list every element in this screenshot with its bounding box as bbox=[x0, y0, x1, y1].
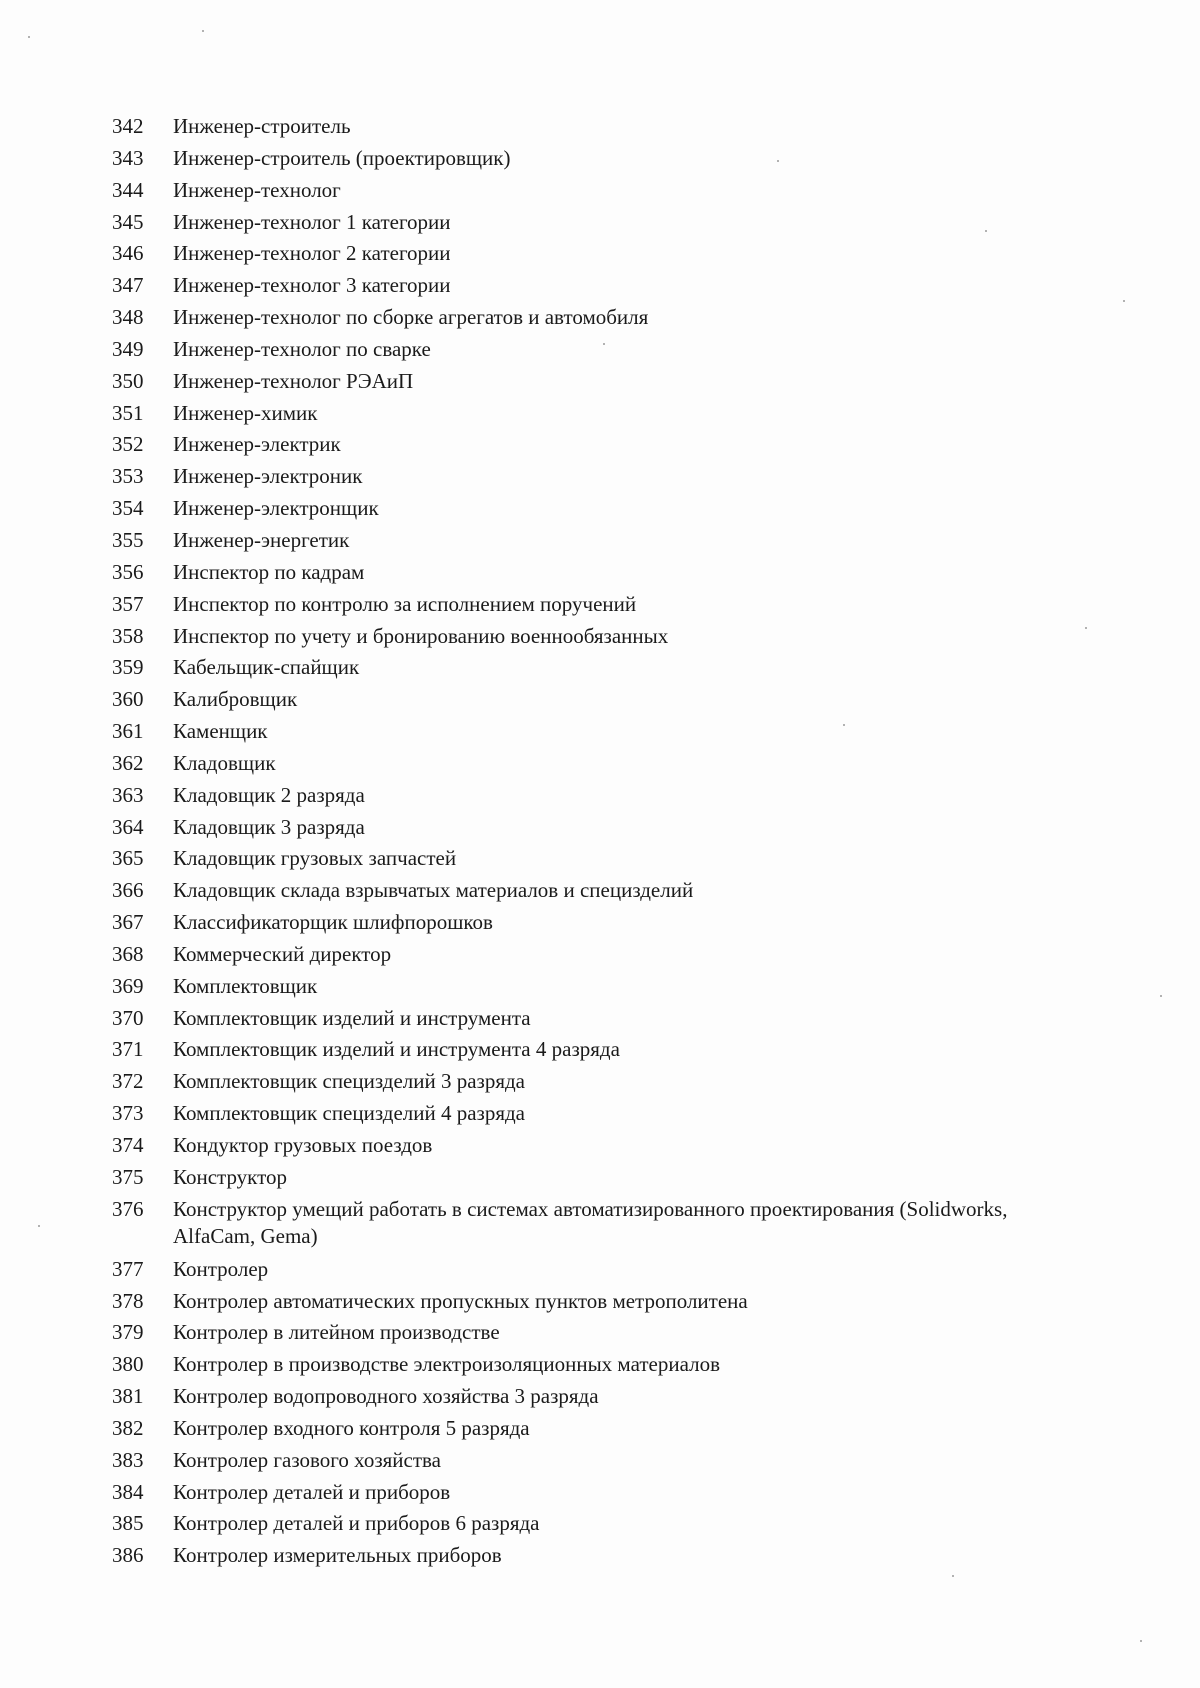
list-item bbox=[112, 209, 1112, 236]
list-item bbox=[112, 1447, 1112, 1474]
list-item bbox=[112, 877, 1112, 904]
entry-number: 356 bbox=[112, 559, 144, 584]
list-item bbox=[112, 1288, 1112, 1315]
entry-number: 344 bbox=[112, 177, 144, 202]
entry-text: Контролер в производстве электроизоляционных материалов bbox=[173, 1352, 720, 1377]
scan-speck bbox=[843, 724, 845, 726]
list-item bbox=[112, 1164, 1112, 1191]
entry-text: Инспектор по контролю за исполнением поручений bbox=[173, 591, 637, 616]
entry-number: 384 bbox=[112, 1479, 144, 1504]
entry-number: 381 bbox=[112, 1384, 144, 1409]
list-item bbox=[112, 1256, 1112, 1283]
entry-number: 383 bbox=[112, 1447, 144, 1472]
entry-number: 345 bbox=[112, 209, 144, 234]
entry-text: Коммерческий директор bbox=[173, 941, 392, 966]
entry-number: 349 bbox=[112, 336, 144, 361]
entry-number: 382 bbox=[112, 1415, 144, 1440]
list-item bbox=[112, 1415, 1112, 1442]
entry-text: Инженер-строитель (проектировщик) bbox=[173, 145, 511, 170]
list-item bbox=[112, 240, 1112, 267]
entry-number: 359 bbox=[112, 655, 144, 680]
list-item bbox=[112, 654, 1112, 681]
list-item bbox=[112, 1068, 1112, 1095]
list-item bbox=[112, 368, 1112, 395]
scan-speck bbox=[777, 160, 779, 162]
entry-text: Контролер водопроводного хозяйства 3 разряда bbox=[173, 1384, 599, 1409]
entry-number: 346 bbox=[112, 241, 144, 266]
entry-text: Инженер-электроник bbox=[173, 464, 363, 489]
list-item bbox=[112, 814, 1112, 841]
entry-number: 363 bbox=[112, 782, 144, 807]
scan-speck bbox=[38, 1225, 40, 1227]
entry-number: 361 bbox=[112, 719, 144, 744]
entry-text: Комплектовщик специзделий 3 разряда bbox=[173, 1069, 526, 1094]
scan-speck bbox=[28, 36, 30, 38]
entry-text: Комплектовщик изделий и инструмента bbox=[173, 1005, 531, 1030]
scan-speck bbox=[1085, 627, 1087, 629]
list-item bbox=[112, 463, 1112, 490]
entry-text: Контролер измерительных приборов bbox=[173, 1543, 502, 1568]
entry-text: Инженер-технолог bbox=[173, 177, 341, 202]
entry-text: Инженер-технолог РЭАиП bbox=[173, 368, 414, 393]
scan-speck bbox=[985, 230, 987, 232]
entry-text: Классификаторщик шлифпорошков bbox=[173, 910, 493, 935]
entry-text: Кладовщик склада взрывчатых материалов и специзделий bbox=[173, 878, 694, 903]
entry-number: 357 bbox=[112, 591, 144, 616]
entry-number: 358 bbox=[112, 623, 144, 648]
list-item bbox=[112, 1542, 1112, 1569]
list-item bbox=[112, 845, 1112, 872]
list-item bbox=[112, 782, 1112, 809]
entry-number: 380 bbox=[112, 1352, 144, 1377]
entry-text: Кладовщик 2 разряда bbox=[173, 782, 365, 807]
entry-text: Контролер газового хозяйства bbox=[173, 1447, 441, 1472]
entry-number: 354 bbox=[112, 496, 144, 521]
entry-text: Инженер-энергетик bbox=[173, 527, 350, 552]
entry-number: 351 bbox=[112, 400, 144, 425]
list-item bbox=[112, 177, 1112, 204]
list-item bbox=[112, 1132, 1112, 1159]
entry-number: 372 bbox=[112, 1069, 144, 1094]
list-item bbox=[112, 431, 1112, 458]
entry-number: 370 bbox=[112, 1005, 144, 1030]
list-item bbox=[112, 909, 1112, 936]
entry-number: 365 bbox=[112, 846, 144, 871]
entry-number: 364 bbox=[112, 814, 144, 839]
entry-text: Кладовщик bbox=[173, 750, 276, 775]
entry-text: Кладовщик грузовых запчастей bbox=[173, 846, 457, 871]
list-item bbox=[112, 336, 1112, 363]
list-item bbox=[112, 1036, 1112, 1063]
entry-text: Комплектовщик изделий и инструмента 4 разряда bbox=[173, 1037, 620, 1062]
entry-text: Инженер-электрик bbox=[173, 432, 341, 457]
list-item bbox=[112, 750, 1112, 777]
entry-number: 378 bbox=[112, 1288, 144, 1313]
entry-text: Инспектор по кадрам bbox=[173, 559, 365, 584]
scan-speck bbox=[603, 343, 605, 345]
entry-number: 373 bbox=[112, 1101, 144, 1126]
list-item bbox=[112, 1319, 1112, 1346]
entry-number: 355 bbox=[112, 527, 144, 552]
list-item bbox=[112, 591, 1112, 618]
entry-number: 377 bbox=[112, 1256, 144, 1281]
entry-number: 371 bbox=[112, 1037, 144, 1062]
entry-text: Контролер входного контроля 5 разряда bbox=[173, 1415, 530, 1440]
list-item bbox=[112, 1351, 1112, 1378]
entry-number: 375 bbox=[112, 1164, 144, 1189]
entry-text: Каменщик bbox=[173, 719, 268, 744]
entry-number: 368 bbox=[112, 941, 144, 966]
list-item bbox=[112, 1510, 1112, 1537]
list-item bbox=[112, 686, 1112, 713]
list-item bbox=[112, 718, 1112, 745]
entry-text: Комплектовщик bbox=[173, 973, 318, 998]
entry-number: 348 bbox=[112, 305, 144, 330]
entry-text: Конструктор bbox=[173, 1164, 288, 1189]
list-item bbox=[112, 1479, 1112, 1506]
entry-number: 352 bbox=[112, 432, 144, 457]
entry-number: 385 bbox=[112, 1511, 144, 1536]
list-item bbox=[112, 1196, 1112, 1250]
list-item bbox=[112, 559, 1112, 586]
entry-number: 376 bbox=[112, 1196, 144, 1221]
entry-text: Инженер-технолог по сварке bbox=[173, 336, 431, 361]
list-item bbox=[112, 1383, 1112, 1410]
list-item bbox=[112, 113, 1112, 140]
entry-text: Кондуктор грузовых поездов bbox=[173, 1133, 433, 1157]
entry-text: Инженер-технолог по сборке агрегатов и автомобиля bbox=[173, 305, 649, 330]
entry-text: Инженер-технолог 1 категории bbox=[173, 209, 451, 234]
list-item bbox=[112, 400, 1112, 427]
entry-number: 350 bbox=[112, 368, 144, 393]
scan-speck bbox=[1123, 300, 1125, 302]
entry-text: Контролер деталей и приборов 6 разряда bbox=[173, 1511, 540, 1536]
entry-text: Инженер-строитель bbox=[173, 114, 351, 138]
list-item bbox=[112, 1005, 1112, 1032]
entry-number: 374 bbox=[112, 1133, 144, 1157]
scan-speck bbox=[1160, 995, 1162, 997]
list-item bbox=[112, 973, 1112, 1000]
scan-speck bbox=[952, 1575, 954, 1577]
entry-number: 369 bbox=[112, 973, 144, 998]
entry-text: Кладовщик 3 разряда bbox=[173, 814, 365, 839]
list-item bbox=[112, 304, 1112, 331]
scan-speck bbox=[202, 30, 204, 32]
entry-text: Контролер bbox=[173, 1256, 269, 1281]
entry-number: 347 bbox=[112, 273, 144, 298]
list-item bbox=[112, 623, 1112, 650]
list-item bbox=[112, 272, 1112, 299]
list-item bbox=[112, 527, 1112, 554]
scan-speck bbox=[1140, 1640, 1142, 1642]
entry-text: Контролер автоматических пропускных пунктов метрополитена bbox=[173, 1288, 748, 1313]
entry-text: Контролер в литейном производстве bbox=[173, 1320, 500, 1345]
entry-text: Инженер-электронщик bbox=[173, 496, 379, 521]
entry-number: 367 bbox=[112, 910, 144, 935]
entry-text: Инспектор по учету и бронированию военнообязанных bbox=[173, 623, 669, 648]
entry-text: Контролер деталей и приборов bbox=[173, 1479, 451, 1504]
entry-text: Инженер-химик bbox=[173, 400, 318, 425]
list-item bbox=[112, 495, 1112, 522]
profession-list bbox=[112, 113, 1112, 1574]
entry-number: 379 bbox=[112, 1320, 144, 1345]
list-item bbox=[112, 145, 1112, 172]
entry-text: Комплектовщик специзделий 4 разряда bbox=[173, 1101, 526, 1126]
entry-text: Инженер-технолог 2 категории bbox=[173, 241, 451, 266]
entry-number: 360 bbox=[112, 687, 144, 712]
list-item bbox=[112, 941, 1112, 968]
entry-number: 362 bbox=[112, 750, 144, 775]
entry-text: Конструктор умещий работать в системах автоматизированного проектирования (Solidworks, AlfaCam, Gema) bbox=[173, 1196, 1008, 1248]
entry-number: 353 bbox=[112, 464, 144, 489]
entry-text: Калибровщик bbox=[173, 687, 298, 712]
entry-text: Инженер-технолог 3 категории bbox=[173, 273, 451, 298]
list-item bbox=[112, 1100, 1112, 1127]
entry-number: 386 bbox=[112, 1543, 144, 1568]
entry-number: 343 bbox=[112, 145, 144, 170]
entry-number: 342 bbox=[112, 114, 144, 138]
entry-number: 366 bbox=[112, 878, 144, 903]
entry-text: Кабельщик-спайщик bbox=[173, 655, 360, 680]
